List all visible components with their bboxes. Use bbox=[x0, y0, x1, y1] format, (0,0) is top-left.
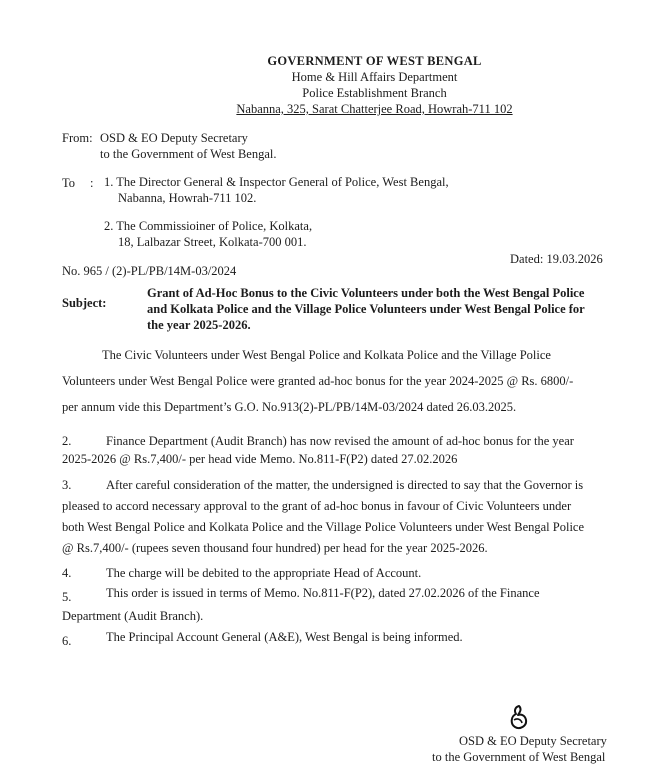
paragraph-5-line-2: Department (Audit Branch). bbox=[62, 609, 204, 623]
paragraph-1-line-1: The Civic Volunteers under West Bengal Police and Kolkata Police and the Village Police bbox=[102, 348, 551, 362]
paragraph-6-line-1: The Principal Account General (A&E), West Bengal is being informed. bbox=[106, 630, 463, 644]
paragraph-1-line-2: Volunteers under West Bengal Police were granted ad-hoc bonus for the year 2024-2025 @ Rs. 6800/- bbox=[62, 374, 574, 388]
paragraph-3-line-4: @ Rs.7,400/- (rupees seven thousand four hundred) per head for the year 2025-2026. bbox=[62, 541, 488, 555]
paragraph-2-line-2: 2025-2026 @ Rs.7,400/- per head vide Memo. No.811-F(P2) dated 27.02.2026 bbox=[62, 452, 458, 466]
paragraph-2-line-1: Finance Department (Audit Branch) has now revised the amount of ad-hoc bonus for the year bbox=[106, 434, 574, 448]
subject-line-2: and Kolkata Police and the Village Police Volunteers under West Bengal Police for bbox=[147, 302, 585, 316]
letterhead-address: Nabanna, 325, Sarat Chatterjee Road, Howrah-711 102 bbox=[236, 102, 513, 116]
from-line-1: OSD & EO Deputy Secretary bbox=[100, 131, 248, 145]
paragraph-4-number: 4. bbox=[62, 566, 72, 580]
paragraph-6-number: 6. bbox=[62, 634, 72, 648]
recipient-2-line-1: 2. The Commissioiner of Police, Kolkata, bbox=[104, 219, 313, 233]
from-line-2: to the Government of West Bengal. bbox=[100, 147, 277, 161]
from-label: From: bbox=[62, 131, 93, 145]
subject-label: Subject: bbox=[62, 296, 107, 310]
handwritten-signature-icon bbox=[506, 704, 532, 730]
signatory-government: to the Government of West Bengal bbox=[432, 750, 606, 764]
recipient-1-line-2: Nabanna, Howrah-711 102. bbox=[118, 191, 257, 205]
paragraph-4-line-1: The charge will be debited to the appropriate Head of Account. bbox=[106, 566, 422, 580]
paragraph-1 bbox=[62, 342, 602, 420]
paragraph-3-line-2: pleased to accord necessary approval to the grant of ad-hoc bonus in favour of Civic Volunteers under bbox=[62, 499, 572, 513]
paragraph-3-line-3: both West Bengal Police and Kolkata Police and the Village Police Volunteers under West Bengal Police bbox=[62, 520, 585, 534]
subject-line-3: the year 2025-2026. bbox=[147, 318, 251, 332]
paragraph-2-number: 2. bbox=[62, 434, 72, 448]
recipient-2-line-2: 18, Lalbazar Street, Kolkata-700 001. bbox=[118, 235, 307, 249]
memo-number: No. 965 / (2)-PL/PB/14M-03/2024 bbox=[62, 264, 237, 278]
memo-date: Dated: 19.03.2026 bbox=[510, 252, 603, 266]
letterhead-department: Home & Hill Affairs Department bbox=[291, 70, 458, 84]
letterhead-branch: Police Establishment Branch bbox=[302, 86, 447, 100]
paragraph-3-number: 3. bbox=[62, 478, 72, 492]
paragraph-1-line-3: per annum vide this Department’s G.O. No.913(2)-PL/PB/14M-03/2024 dated 26.03.2025. bbox=[62, 400, 517, 414]
letterhead-title: GOVERNMENT OF WEST BENGAL bbox=[267, 54, 482, 68]
paragraph-3-line-1: After careful consideration of the matter, the undersigned is directed to say that the Governor is bbox=[106, 478, 584, 492]
subject-line-1: Grant of Ad-Hoc Bonus to the Civic Volunteers under both the West Bengal Police bbox=[147, 286, 585, 300]
signatory-designation: OSD & EO Deputy Secretary bbox=[459, 734, 607, 748]
paragraph-5-number: 5. bbox=[62, 590, 72, 604]
paragraph-5-line-1: This order is issued in terms of Memo. No.811-F(P2), dated 27.02.2026 of the Finance bbox=[106, 586, 540, 600]
recipient-1-line-1: 1. The Director General & Inspector General of Police, West Bengal, bbox=[104, 175, 449, 189]
to-colon: : bbox=[90, 176, 94, 190]
to-label: To bbox=[62, 176, 76, 190]
